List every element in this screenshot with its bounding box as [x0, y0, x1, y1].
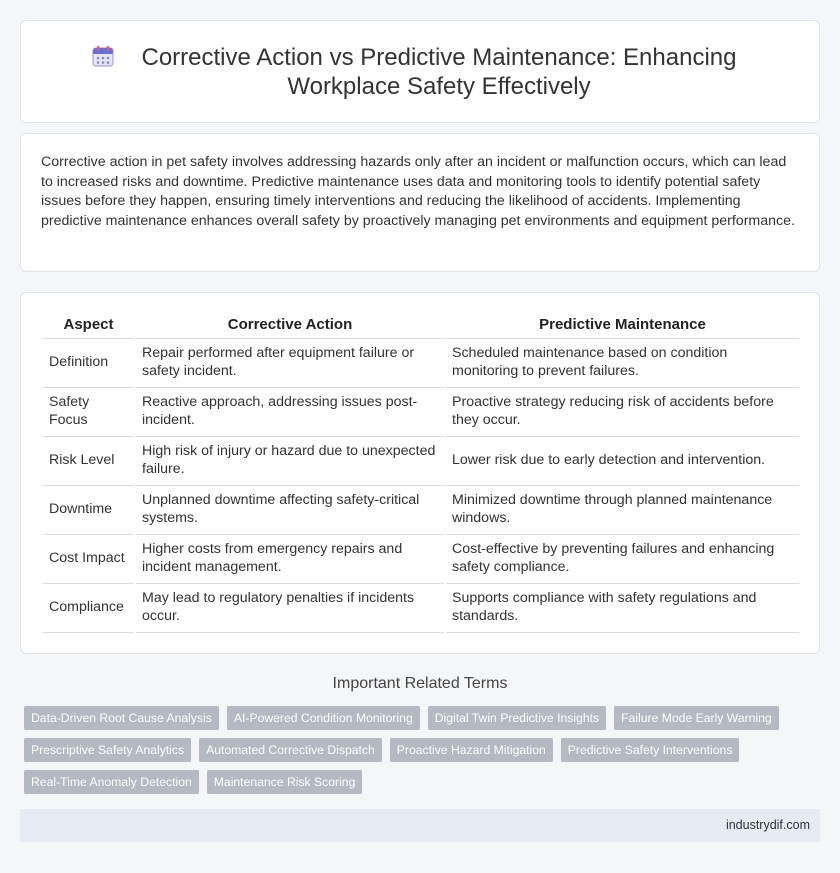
row-predictive: Proactive strategy reducing risk of accidents before they occur.	[445, 387, 799, 436]
related-term-tag[interactable]: Failure Mode Early Warning	[614, 706, 779, 730]
intro-card	[20, 133, 820, 272]
related-term-tag[interactable]: Real-Time Anomaly Detection	[24, 770, 199, 794]
footer-site-link[interactable]: industrydif.com	[725, 818, 810, 832]
row-aspect: Compliance	[43, 583, 135, 632]
table-row	[43, 387, 799, 436]
row-aspect: Definition	[43, 338, 135, 387]
related-term-tag[interactable]: Maintenance Risk Scoring	[207, 770, 363, 794]
comparison-card	[20, 292, 820, 654]
row-predictive: Supports compliance with safety regulations and standards.	[445, 583, 799, 632]
row-corrective: Higher costs from emergency repairs and incident management.	[135, 534, 445, 583]
related-term-tag[interactable]: Data-Driven Root Cause Analysis	[24, 706, 219, 730]
table-row	[43, 534, 799, 583]
row-corrective: Unplanned downtime affecting safety-critical systems.	[135, 485, 445, 534]
row-corrective: Reactive approach, addressing issues post-incident.	[135, 387, 445, 436]
row-aspect: Cost Impact	[43, 534, 135, 583]
row-predictive: Scheduled maintenance based on condition monitoring to prevent failures.	[445, 338, 799, 387]
header-predictive-maintenance: Predictive Maintenance	[445, 312, 799, 338]
calendar-icon	[91, 44, 115, 73]
intro-text: Corrective action in pet safety involves addressing hazards only after an incident or malfunction occurs, which can lead to increased risks and downtime. Predictive maintenance uses data and monitoring tools to identify potential safety issues before they happen, ensuring timely interventions and reducing the likelihood of accidents. Implementing predictive maintenance enhances overall safety by proactively managing pet environments and equipment performance.	[41, 154, 795, 229]
related-term-tag[interactable]: Predictive Safety Interventions	[561, 738, 740, 762]
table-row	[43, 338, 799, 387]
related-term-tag[interactable]: Digital Twin Predictive Insights	[428, 706, 606, 730]
row-aspect: Downtime	[43, 485, 135, 534]
row-predictive: Lower risk due to early detection and intervention.	[445, 436, 799, 485]
row-corrective: High risk of injury or hazard due to unexpected failure.	[135, 436, 445, 485]
footer	[20, 809, 820, 842]
related-term-tag[interactable]: Automated Corrective Dispatch	[199, 738, 382, 762]
row-aspect: Risk Level	[43, 436, 135, 485]
table-row	[43, 583, 799, 632]
title-card	[20, 20, 820, 123]
row-corrective: Repair performed after equipment failure or safety incident.	[135, 338, 445, 387]
page-title: Corrective Action vs Predictive Maintenance: Enhancing Workplace Safety Effectively	[141, 43, 737, 100]
related-terms-list	[24, 706, 814, 794]
row-corrective: May lead to regulatory penalties if incidents occur.	[135, 583, 445, 632]
related-term-tag[interactable]: Proactive Hazard Mitigation	[390, 738, 553, 762]
related-term-tag[interactable]: AI-Powered Condition Monitoring	[227, 706, 420, 730]
row-predictive: Cost-effective by preventing failures and enhancing safety compliance.	[445, 534, 799, 583]
table-row	[43, 436, 799, 485]
row-aspect: Safety Focus	[43, 387, 135, 436]
comparison-table	[43, 312, 799, 633]
related-term-tag[interactable]: Prescriptive Safety Analytics	[24, 738, 191, 762]
table-header-row	[43, 312, 799, 338]
header-corrective-action: Corrective Action	[135, 312, 445, 338]
related-terms-title: Important Related Terms	[332, 675, 508, 692]
header-aspect: Aspect	[43, 312, 135, 338]
table-row	[43, 485, 799, 534]
row-predictive: Minimized downtime through planned maintenance windows.	[445, 485, 799, 534]
